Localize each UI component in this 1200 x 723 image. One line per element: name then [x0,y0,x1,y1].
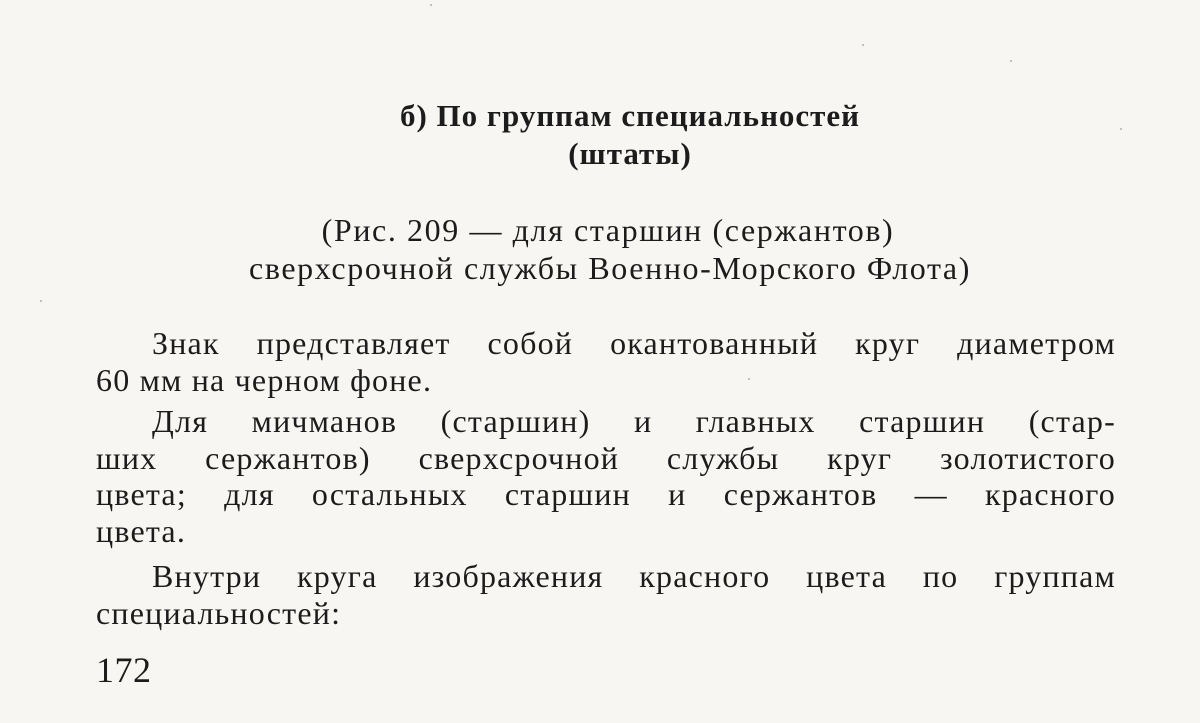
paragraph-line: цвета; для остальных старшин и сержантов — красного [96,476,1116,512]
paragraph-line: Знак представляет собой окантованный круг диаметром [152,325,1116,361]
paragraph-line: Внутри круга изображения красного цвета по группам [152,558,1116,594]
paragraph-line: цвета. [96,512,187,549]
paragraph-line: Для мичманов (старшин) и главных старшин (стар- [152,403,1116,439]
figure-caption-line-2: сверхсрочной службы Военно-Морского Флота) [249,250,971,286]
scan-speck [1120,128,1122,130]
scan-speck [748,378,750,380]
paragraph-line: специальностей: [96,594,342,631]
paragraph-badge-images [96,558,1116,631]
section-subheading: (штаты) [568,136,692,171]
paragraph-line: ших сержантов) сверхсрочной службы круг золотистого [96,439,1116,476]
paragraph-badge-description [96,325,1116,398]
scan-speck [862,44,864,46]
page-number: 172 [96,650,152,690]
paragraph-line: 60 мм на черном фоне. [96,361,433,398]
figure-caption-line-1: (Рис. 209 — для старшин (сержантов) [321,212,895,248]
scan-speck [430,4,432,6]
scan-speck [1010,60,1012,62]
scan-speck [40,300,42,302]
paragraph-badge-colors [96,403,1116,549]
section-heading: б) По группам специальностей [399,98,861,133]
